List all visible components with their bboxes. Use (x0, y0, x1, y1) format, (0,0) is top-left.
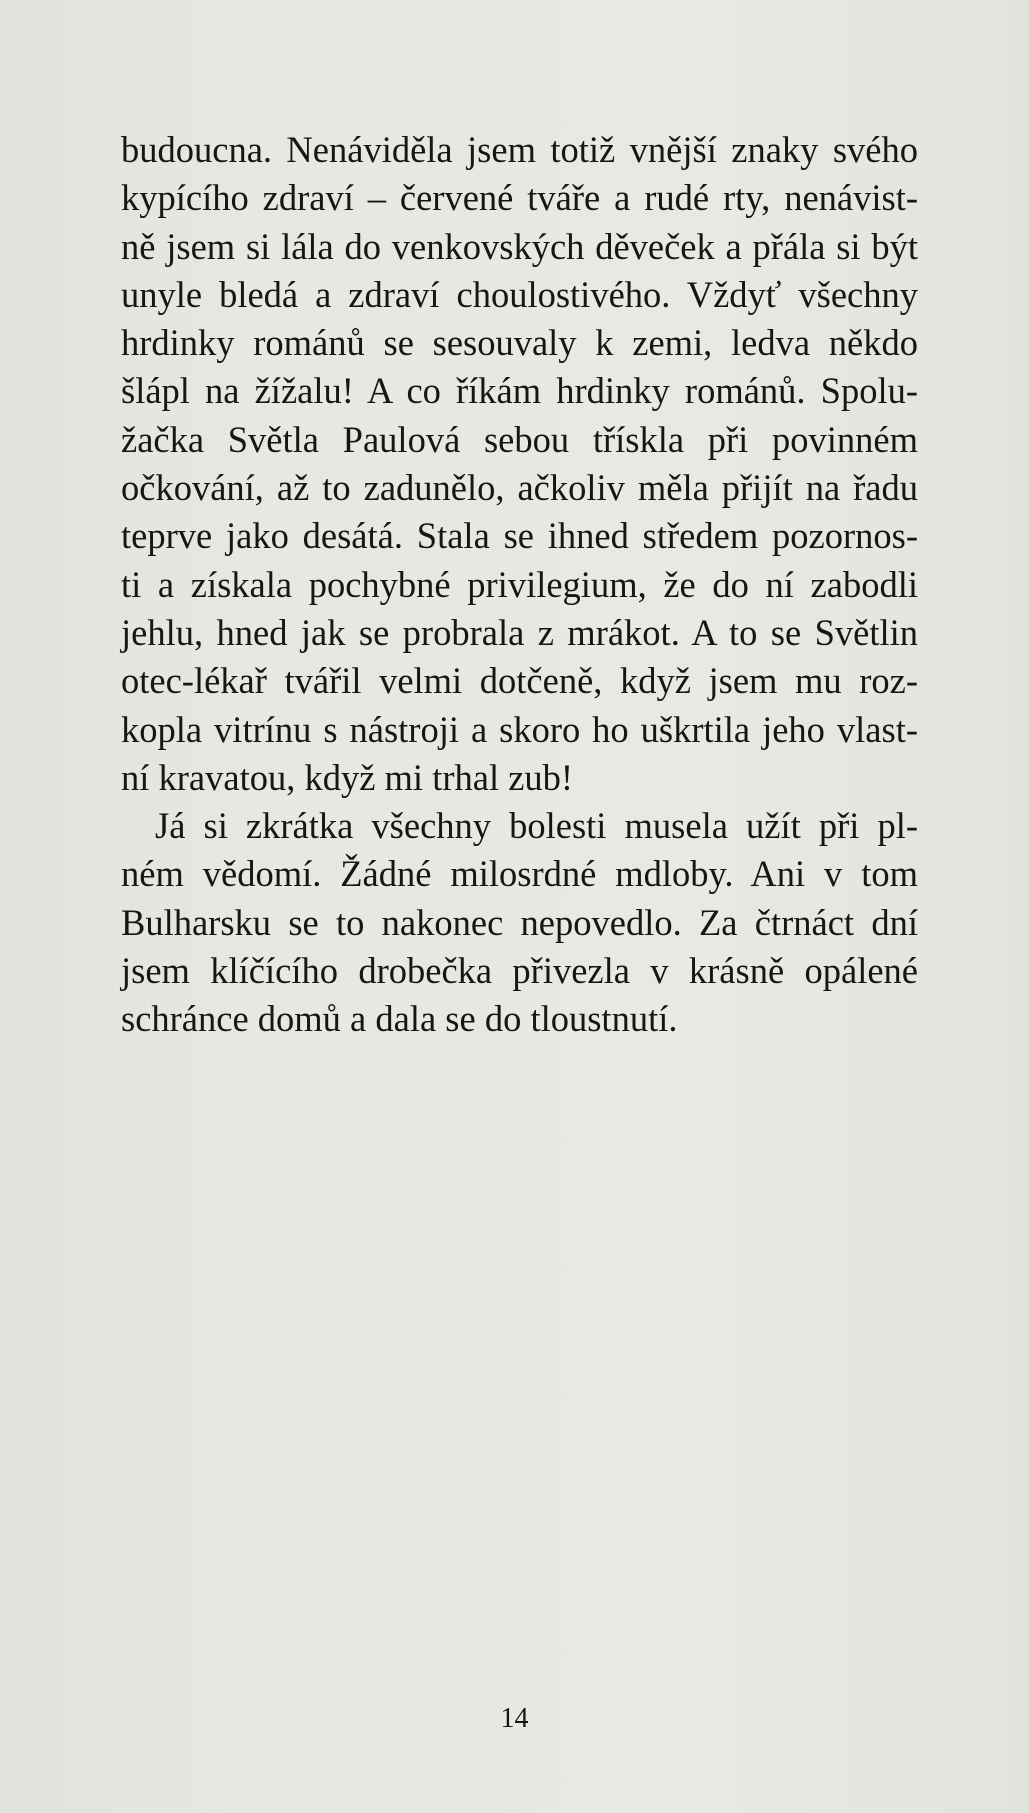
text-line: šlápl na žížalu! A co říkám hrdinky románů. Spolu- (121, 370, 918, 412)
body-text (121, 126, 918, 1044)
text-line: Já si zkrátka všechny bolesti musela užít při pl- (155, 805, 918, 847)
text-line: otec-lékař tvářil velmi dotčeně, když jsem mu roz- (121, 660, 918, 702)
text-line: unyle bledá a zdraví choulostivého. Vždyť všechny (121, 273, 918, 315)
text-line: schránce domů a dala se do tloustnutí. (121, 998, 678, 1040)
paragraph-2 (121, 802, 918, 1043)
text-line: Bulharsku se to nakonec nepovedlo. Za čtrnáct dní (121, 901, 918, 943)
page-number: 14 (500, 1703, 529, 1734)
text-line: budoucna. Nenáviděla jsem totiž vnější znaky svého (121, 129, 918, 170)
text-line: kopla vitrínu s nástroji a skoro ho uškrtila jeho vlast- (121, 708, 918, 750)
text-line: jehlu, hned jak se probrala z mrákot. A to se Světlin (121, 611, 918, 653)
text-line: kypícího zdraví – červené tváře a rudé rty, nenávist- (121, 177, 918, 219)
text-line: očkování, až to zadunělo, ačkoliv měla přijít na řadu (121, 467, 918, 509)
text-line: jsem klíčícího drobečka přivezla v krásně opálené (121, 950, 918, 992)
text-line: ném vědomí. Žádné milosrdné mdloby. Ani v tom (121, 853, 918, 895)
paragraph-1 (121, 126, 918, 802)
text-line: teprve jako desátá. Stala se ihned středem pozornos- (121, 515, 918, 557)
text-line: ti a získala pochybné privilegium, že do ní zabodli (121, 563, 918, 605)
text-line: žačka Světla Paulová sebou třískla při povinném (121, 418, 918, 460)
text-line: ní kravatou, když mi trhal zub! (121, 756, 574, 798)
text-line: ně jsem si lála do venkovských děveček a přála si být (121, 225, 918, 267)
text-line: hrdinky románů se sesouvaly k zemi, ledva někdo (121, 322, 918, 364)
